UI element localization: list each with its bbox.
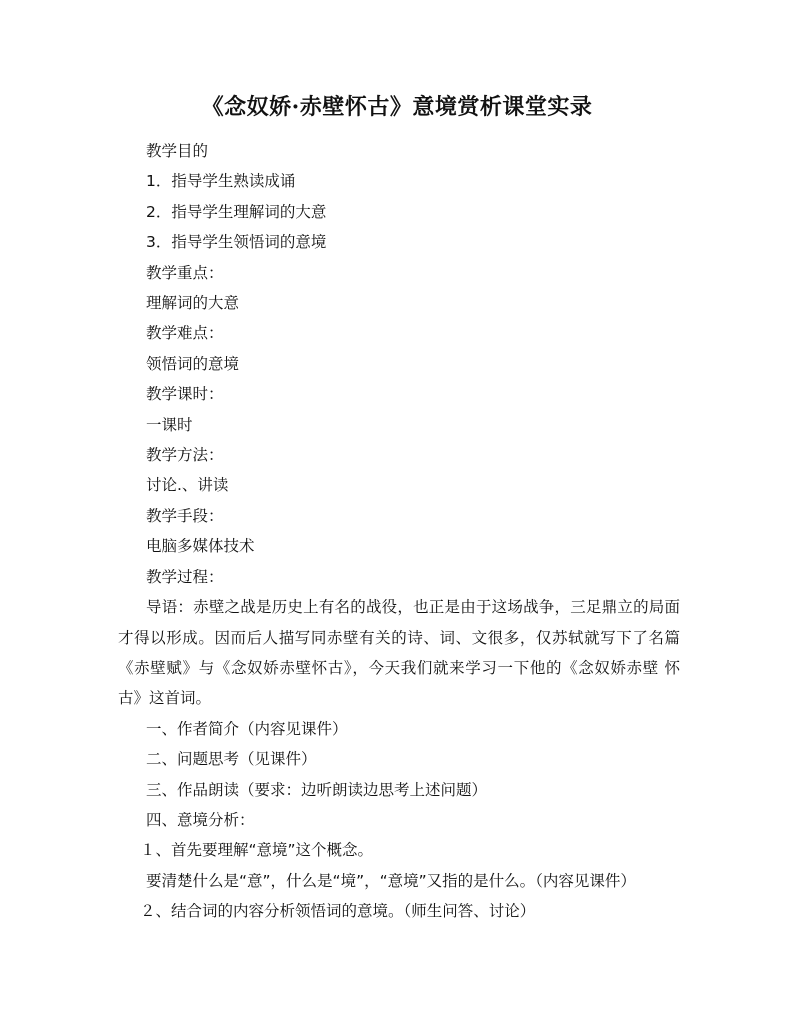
section-heading-methods: 教学方法： (146, 446, 224, 465)
section-author-intro: 一、作者简介（内容见课件） (146, 719, 348, 738)
analysis-step-1: １、首先要理解“意境”这个概念。 (140, 841, 374, 860)
section-heading-class-hours: 教学课时： (146, 385, 224, 404)
difficulties-text: 领悟词的意境 (146, 354, 240, 373)
section-heading-objectives: 教学目的 (146, 142, 209, 160)
section-artistic-analysis: 四、意境分析： (146, 810, 255, 829)
page-title: 《念奴娇·赤壁怀古》意境赏析课堂实录 (201, 94, 593, 120)
objective-item-3: 3．指导学生领悟词的意境 (146, 233, 327, 252)
analysis-step-1-detail: 要清楚什么是“意”，什么是“境”，“意境”又指的是什么。（内容见课件） (146, 871, 636, 890)
section-heading-process: 教学过程： (146, 567, 224, 586)
document-body (118, 136, 680, 927)
intro-paragraph: 导语：赤壁之战是历史上有名的战役，也正是由于这场战争，三足鼎立的局面才得以形成。因而后人描写同赤壁有关的诗、词、文很多，仅苏轼就写下了名篇《赤壁赋》与《念奴娇赤壁怀古》，今天我们就来学习一下他的《念奴娇赤壁 怀古》这首词。 (118, 598, 680, 708)
section-heading-difficulties: 教学难点： (146, 324, 224, 343)
methods-text: 讨论.、讲读 (146, 476, 229, 495)
section-reading-aloud: 三、作品朗读（要求：边听朗读边思考上述问题） (146, 780, 488, 799)
section-heading-key-points: 教学重点： (146, 263, 224, 282)
means-text: 电脑多媒体技术 (146, 537, 255, 556)
objective-item-1: 1．指导学生熟读成诵 (146, 172, 296, 191)
analysis-step-2: ２、结合词的内容分析领悟词的意境。（师生问答、讨论） (140, 902, 536, 921)
section-heading-means: 教学手段： (146, 506, 224, 525)
section-question-thinking: 二、问题思考（见课件） (146, 750, 317, 769)
key-points-text: 理解词的大意 (146, 294, 240, 313)
class-hours-text: 一课时 (146, 415, 193, 434)
objective-item-2: 2．指导学生理解词的大意 (146, 202, 327, 221)
